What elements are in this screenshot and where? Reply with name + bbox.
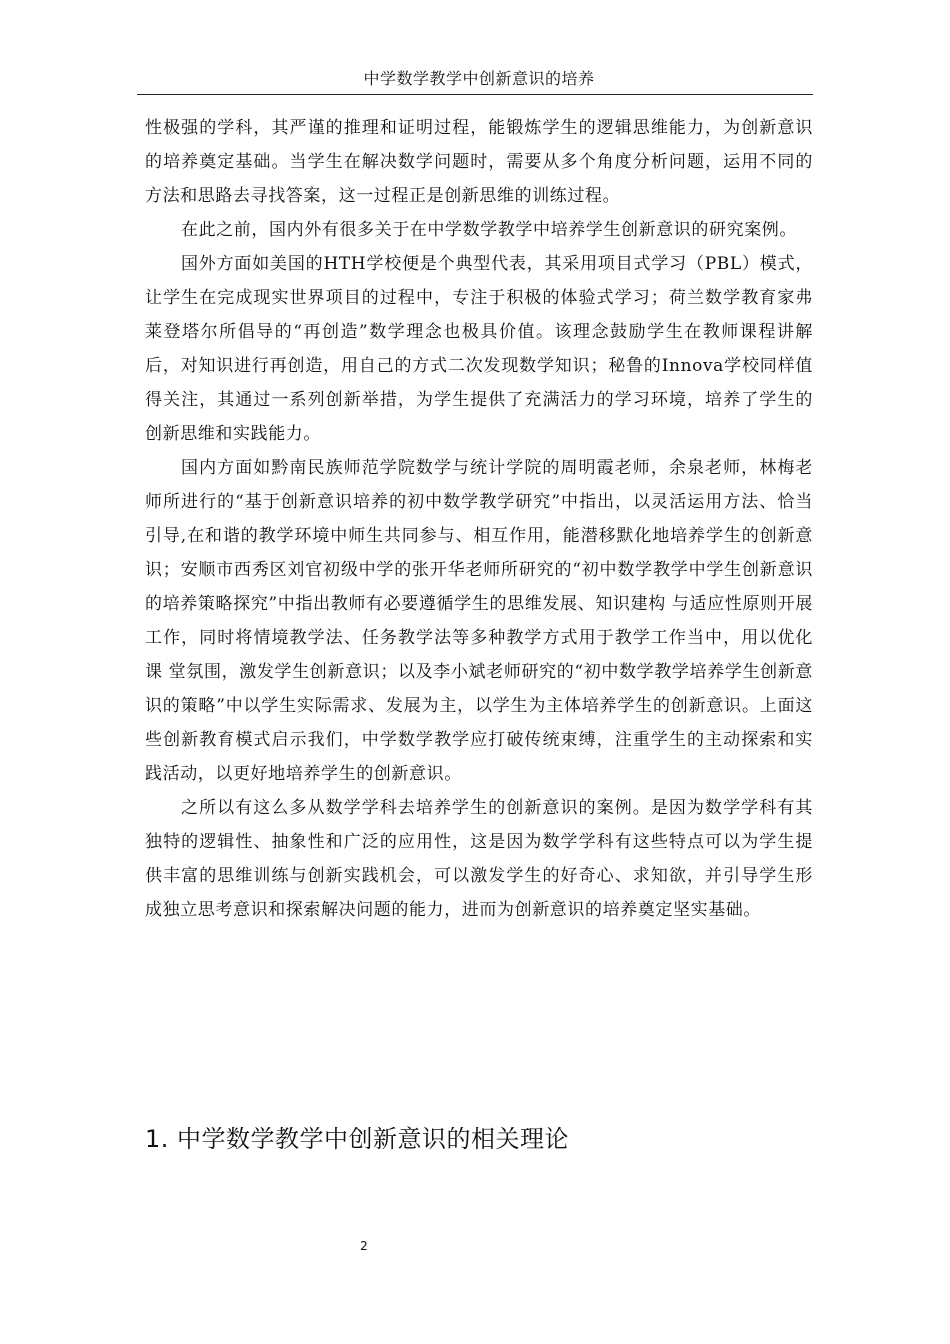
page-number: 2 — [360, 1239, 368, 1253]
paragraph-foreign-cases: 国外方面如美国的HTH学校便是个典型代表，其采用项目式学习（PBL）模式，让学生在完成现实世界项目的过程中，专注于积极的体验式学习；荷兰数学教育家弗莱登塔尔所倡导的“再创造”数学理念也极具价值。该理念鼓励学生在教师课程讲解后，对知识进行再创造，用自己的方式二次发现数学知识；秘鲁的Innova学校同样值得关注，其通过一系列创新举措，为学生提供了充满活力的学习环境，培养了学生的创新思维和实践能力。 — [145, 254, 813, 444]
running-header: 中学数学教学中创新意识的培养 — [363, 69, 595, 88]
header-rule — [137, 94, 813, 95]
paragraph-continuation: 性极强的学科，其严谨的推理和证明过程，能锻炼学生的逻辑思维能力，为创新意识的培养奠定基础。当学生在解决数学问题时，需要从多个角度分析问题，运用不同的方法和思路去寻找答案，这一过程正是创新思维的训练过程。 — [145, 118, 813, 206]
paragraph-research-cases: 在此之前，国内外有很多关于在中学数学教学中培养学生创新意识的研究案例。 — [181, 220, 797, 240]
section-heading: 1. 中学数学教学中创新意识的相关理论 — [145, 1125, 570, 1153]
body-text — [145, 111, 813, 927]
paragraph-reasons: 之所以有这么多从数学学科去培养学生的创新意识的案例。是因为数学学科有其独特的逻辑性、抽象性和广泛的应用性，这是因为数学学科有这些特点可以为学生提供丰富的思维训练与创新实践机会，可以激发学生的好奇心、求知欲，并引导学生形成独立思考意识和探索解决问题的能力，进而为创新意识的培养奠定坚实基础。 — [145, 798, 813, 920]
paragraph-domestic-cases: 国内方面如黔南民族师范学院数学与统计学院的周明霞老师，余泉老师，林梅老师所进行的“基于创新意识培养的初中数学教学研究”中指出，以灵活运用方法、恰当引导,在和谐的教学环境中师生共同参与、相互作用，能潜移默化地培养学生的创新意识；安顺市西秀区刘官初级中学的张开华老师所研究的“初中数学教学中学生创新意识的培养策略探究”中指出教师有必要遵循学生的思维发展、知识建构 与适应性原则开展工作，同时将情境教学法、任务教学法等多种教学方式用于教学工作当中，用以优化课 堂氛围，激发学生创新意识；以及李小斌老师研究的“初中数学教学培养学生创新意识的策略”中以学生实际需求、发展为主，以学生为主体培养学生的创新意识。上面这些创新教育模式启示我们，中学数学教学应打破传统束缚，注重学生的主动探索和实践活动，以更好地培养学生的创新意识。 — [145, 458, 813, 784]
